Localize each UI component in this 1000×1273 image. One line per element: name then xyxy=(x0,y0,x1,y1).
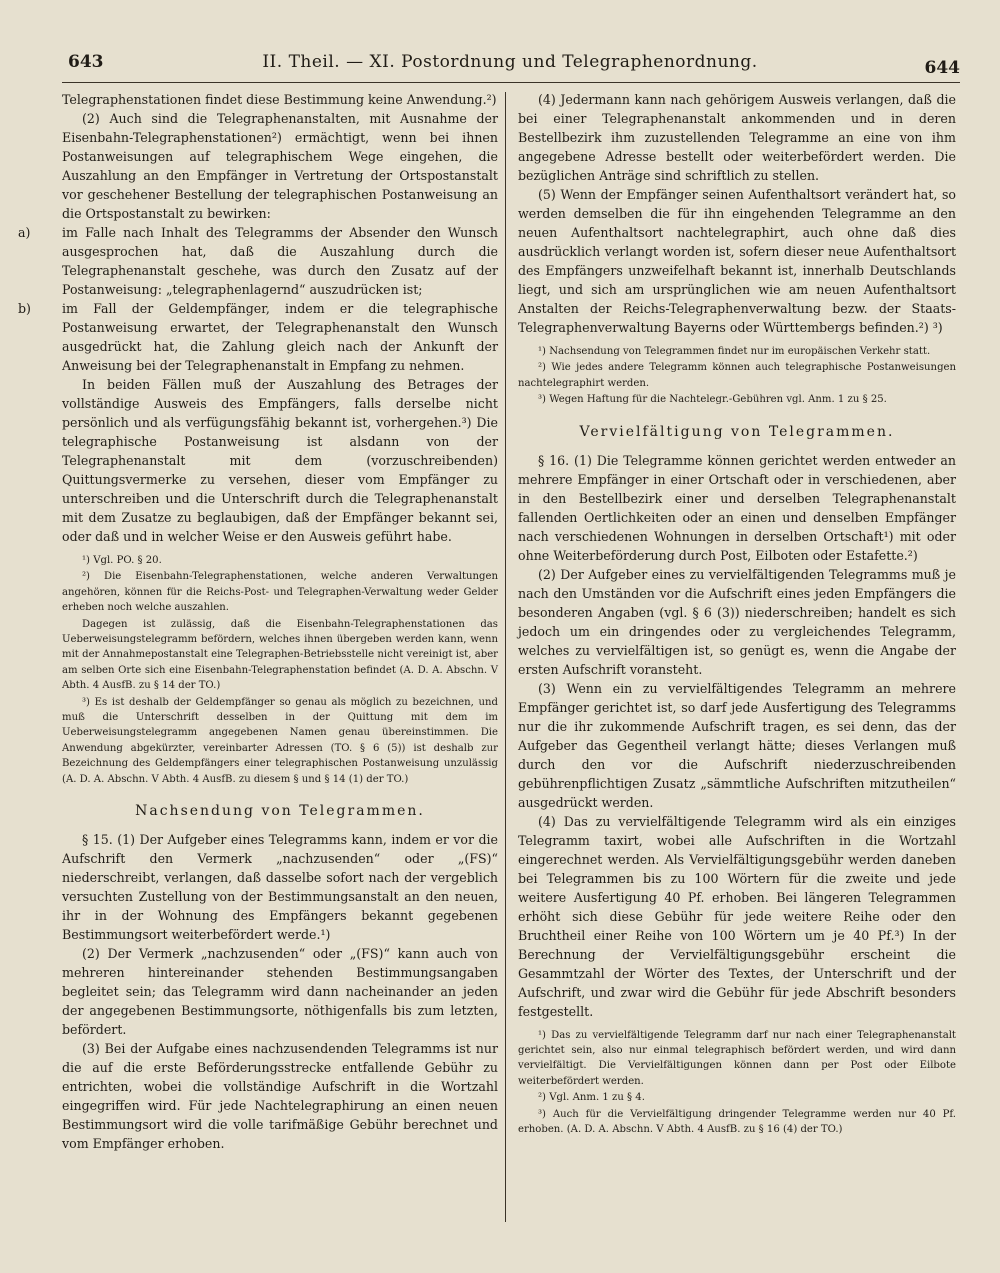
footnote: ³) Auch für die Vervielfältigung dringender Telegramme werden nur 40 Pf. erhoben. (A. D. A. Abschn. V Abth. 4 AusfB. zu § 16 (4) der TO.) xyxy=(518,1108,956,1136)
footnote: Dagegen ist zulässig, daß die Eisenbahn-Telegraphenstationen das Ueberweisungstelegramm befördern, welches ihnen übergeben werden kann, wenn mit der Annahmepostanstalt eine Telegraphen-Betriebsstelle nicht vereinigt ist, aber am selben Orte sich eine Eisenbahn-Telegraphenstation befindet (A. D. A. Abschn. V Abth. 4 AusfB. zu § 14 der TO.) xyxy=(62,618,498,692)
list-item-text: im Falle nach Inhalt des Telegramms der Absender den Wunsch ausgesprochen hat, daß die Auszahlung durch die Telegraphenanstalt geschehe, was durch den Zusatz auf der Postanweisung: „telegraphenlagernd“ auszudrücken ist; xyxy=(62,225,498,297)
footnote: ²) Vgl. Anm. 1 zu § 4. xyxy=(538,1092,645,1104)
list-item xyxy=(18,223,498,299)
page-number-right: 644 xyxy=(924,58,960,78)
column-divider xyxy=(505,92,506,1222)
footnotes xyxy=(518,344,956,408)
paragraph: (2) Der Aufgeber eines zu vervielfältigenden Telegramms muß je nach den Umständen vor die Aufschrift eines jeden Empfängers die besonderen Angaben (vgl. § 6 (3)) niederschreiben; handelt es sich jedoch um ein dringendes oder zu vergleichendes Telegramm, welches zu vervielfältigen ist, so genügt es, wenn die Angabe der ersten Aufschrift voransteht. xyxy=(518,566,956,677)
paragraph: (4) Jedermann kann nach gehörigem Ausweis verlangen, daß die bei einer Telegraphenanstalt ankommenden und in deren Bestellbezirk ihm zuzustellenden Telegramme an eine von ihm angegebene Adresse bestellt oder weiterbefördert werden. Die bezüglichen Anträge sind schriftlich zu stellen. xyxy=(518,92,956,183)
footnotes xyxy=(518,1028,956,1138)
running-title: II. Theil. — XI. Postordnung und Telegraphenordnung. xyxy=(262,52,758,72)
page-header xyxy=(60,48,960,82)
list-marker: a) xyxy=(18,225,31,240)
left-column xyxy=(18,90,498,1153)
paragraph: (2) Der Vermerk „nachzusenden“ oder „(FS)“ kann auch von mehreren hintereinander stehenden Bestimmungsangaben begleitet sein; das Telegramm wird dann nacheinander an jeden der angegebenen Bestimmungsorte, nöthigenfalls bis zum letzten, befördert. xyxy=(62,946,498,1038)
paragraph: Telegraphenstationen findet diese Bestimmung keine Anwendung.²) xyxy=(62,92,497,107)
list-marker: b) xyxy=(18,301,31,316)
paragraph: (3) Wenn ein zu vervielfältigendes Telegramm an mehrere Empfänger gerichtet ist, so darf jede Ausfertigung des Telegramms nur die ihr zukommende Aufschrift tragen, es sei denn, das der Aufgeber das Gegentheil verlangt hätte; dieses Verlangen muß durch den vor die Aufschrift niederzuschreibenden gebührenpflichtigen Zusatz „sämmtliche Aufschriften mitzutheilen“ ausgedrückt werden. xyxy=(518,680,956,810)
section-heading: Vervielfältigung von Telegrammen. xyxy=(579,423,895,440)
footnote: ³) Es ist deshalb der Geldempfänger so genau als möglich zu bezeichnen, und muß die Unterschrift desselben in der Quittung mit dem im Ueberweisungstelegramm angegebenen Namen genau übereinstimmen. Die Anwendung abgekürzter, vereinbarter Adressen (TO. § 6 (5)) ist deshalb zur Bezeichnung des Geldempfängers einer telegraphischen Postanweisung unzulässig (A. D. A. Abschn. V Abth. 4 AusfB. zu diesem § und § 14 (1) der TO.) xyxy=(62,696,498,785)
right-column xyxy=(518,90,956,1138)
section-heading: Nachsendung von Telegrammen. xyxy=(135,803,425,820)
header-rule xyxy=(62,82,960,83)
paragraph: § 16. (1) Die Telegramme können gerichtet werden entweder an mehrere Empfänger in einer Ortschaft oder in verschiedenen, aber in den Bestellbezirk einer und derselben Telegraphenanstalt fallenden Oertlichkeiten oder an einen und denselben Empfänger nach verschiedenen Wohnungen in derselben Ortschaft¹) mit oder ohne Weiterbeförderung durch Post, Eilboten oder Estafette.²) xyxy=(518,452,956,563)
footnote: ¹) Das zu vervielfältigende Telegramm darf nur nach einer Telegraphenanstalt gerichtet sein, also nur einmal telegraphisch befördert werden, und wird dann vervielfältigt. Die Vervielfältigungen können dann per Post oder Eilbote weiterbefördert werden. xyxy=(518,1029,956,1087)
paragraph: § 15. (1) Der Aufgeber eines Telegramms kann, indem er vor die Aufschrift den Vermerk „nachzusenden“ oder „(FS)“ niederschreibt, verlangen, daß dasselbe sofort nach der vergeblich versuchten Zustellung von der Bestimmungsanstalt an den neuen, ihr in der Wohnung des Empfängers bekannt gegebenen Bestimmungsort weiterbefördert werde.¹) xyxy=(62,832,498,943)
paragraph: (5) Wenn der Empfänger seinen Aufenthaltsort verändert hat, so werden demselben die für ihn eingehenden Telegramme an den neuen Aufenthaltsort nachtelegraphirt, auch ohne daß dies ausdrücklich verlangt worden ist, sofern dieser neue Aufenthaltsort des Empfängers unzweifelhaft bekannt ist, innerhalb Deutschlands liegt, und sich am ursprünglichen wie am neuen Aufenthaltsort Anstalten der Reichs-Telegraphenverwaltung bezw. der Staats-Telegraphenverwaltung Bayerns oder Württembergs befinden.²) ³) xyxy=(518,187,956,335)
footnote: ²) Wie jedes andere Telegramm können auch telegraphische Postanweisungen nachtelegraphirt werden. xyxy=(518,362,956,389)
paragraph: (3) Bei der Aufgabe eines nachzusendenden Telegramms ist nur die auf die erste Beförderungsstrecke entfallende Gebühr zu entrichten, wobei die vollständige Aufschrift in die Wortzahl eingegriffen wird. Für jede Nachtelegraphirung an einen neuen Bestimmungsort wird die volle tarifmäßige Gebühr berechnet und vom Empfänger erhoben. xyxy=(62,1041,498,1152)
footnote: ¹) Vgl. PO. § 20. xyxy=(82,555,162,566)
footnote: ¹) Nachsendung von Telegrammen findet nur im europäischen Verkehr statt. xyxy=(538,346,931,357)
page-number-left: 643 xyxy=(68,52,104,72)
footnote: ²) Die Eisenbahn-Telegraphenstationen, welche anderen Verwaltungen angehören, können für die Reichs-Post- und Telegraphen-Verwaltung weder Gelder erheben noch welche auszahlen. xyxy=(62,571,498,614)
paragraph: (2) Auch sind die Telegraphenanstalten, mit Ausnahme der Eisenbahn-Telegraphenstationen²) ermächtigt, wenn bei ihnen Postanweisungen auf telegraphischem Wege eingehen, die Auszahlung an den Empfänger in Vertretung der Ortspostanstalt vor geschehener Bestellung der telegraphischen Postanweisung an die Ortspostanstalt zu bewirken: xyxy=(62,111,498,221)
list-item xyxy=(18,299,498,375)
footnotes xyxy=(62,553,498,787)
list-item-text: im Fall der Geldempfänger, indem er die telegraphische Postanweisung erwartet, der Telegraphenanstalt den Wunsch ausgedrückt hat, die Zahlung gleich nach der Ankunft der Anweisung bei der Telegraphenanstalt in Empfang zu nehmen. xyxy=(62,301,498,373)
paragraph: (4) Das zu vervielfältigende Telegramm wird als ein einziges Telegramm taxirt, wobei alle Aufschriften in die Wortzahl eingerechnet werden. Als Vervielfältigungsgebühr werden daneben bei Telegrammen bis zu 100 Wörtern für die zweite und jede weitere Ausfertigung 40 Pf. erhoben. Bei längeren Telegrammen erhöht sich diese Gebühr für jede weitere Reihe oder den Bruchtheil einer Reihe von 100 Wörtern um je 40 Pf.³) In der Berechnung der Vervielfältigungsgebühr erscheint die Gesammtzahl der Wörter des Textes, der Unterschrift und der Aufschrift, und zwar wird die Gebühr für jede Abschrift besonders festgestellt. xyxy=(518,813,956,1019)
footnote: ³) Wegen Haftung für die Nachtelegr.-Gebühren vgl. Anm. 1 zu § 25. xyxy=(538,394,887,406)
paragraph: In beiden Fällen muß der Auszahlung des Betrages der vollständige Ausweis des Empfängers, falls derselbe nicht persönlich und als verfügungsfähig bekannt ist, vorhergehen.³) Die telegraphische Postanweisung ist alsdann von der Telegraphenanstalt mit dem (vorzuschreibenden) Quittungsvermerke zu versehen, dieser vom Empfänger zu unterschreiben und die Unterschrift durch die Telegraphenanstalt mit dem Zusatze zu beglaubigen, daß der Empfänger bekannt sei, oder daß und in welcher Weise er den Ausweis geführt habe. xyxy=(62,377,498,544)
